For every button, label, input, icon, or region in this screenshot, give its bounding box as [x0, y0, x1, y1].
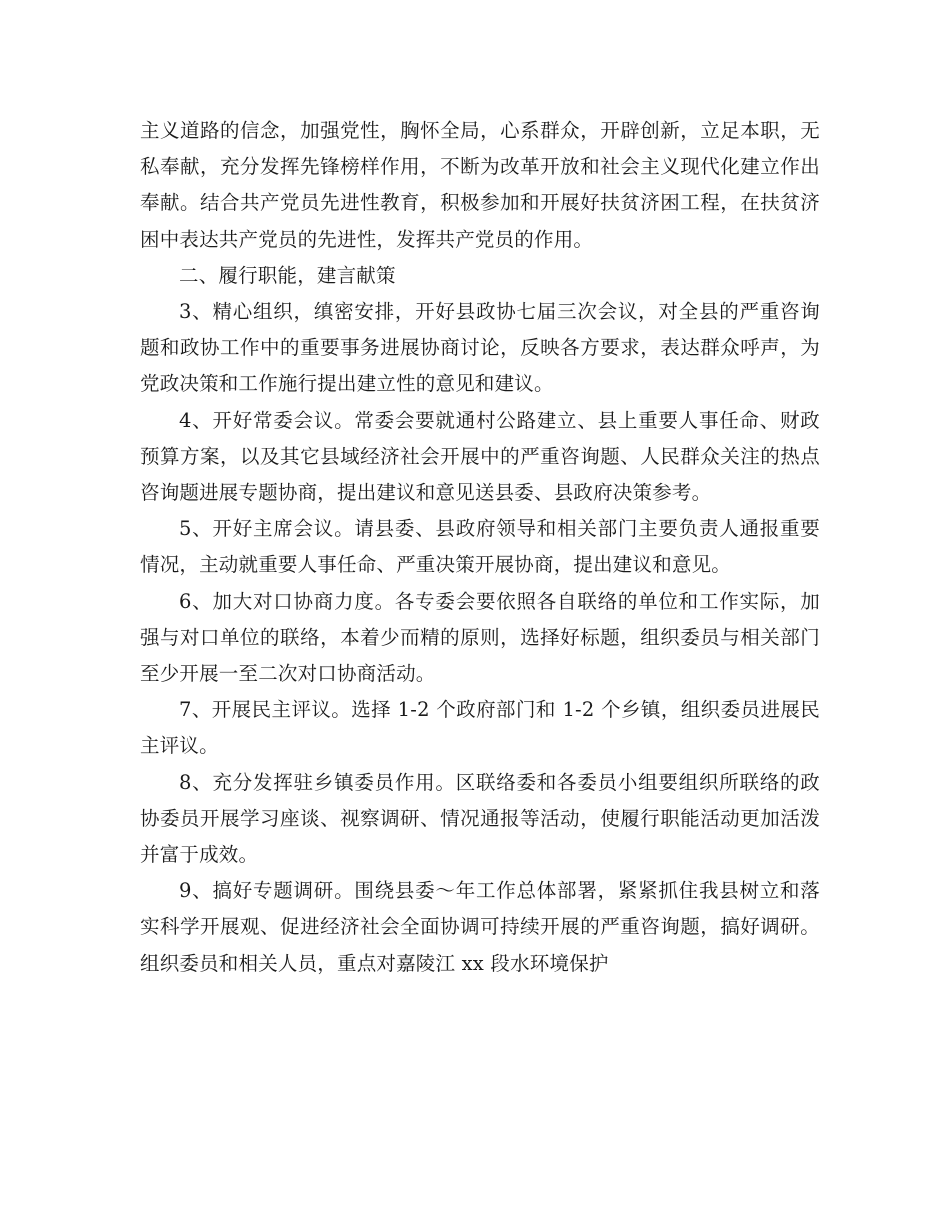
paragraph-item-7: 7、开展民主评议。选择 1-2 个政府部门和 1-2 个乡镇，组织委员进展民主评议。 [140, 698, 820, 758]
paragraph-item-4: 4、开好常委会议。常委会要就通村公路建立、县上重要人事任命、财政预算方案，以及其它县域经济社会开展中的严重咨询题、人民群众关注的热点咨询题进展专题协商，提出建议和意见送县委、县政府决策参考。 [140, 408, 820, 505]
paragraph-item-8: 8、充分发挥驻乡镇委员作用。区联络委和各委员小组要组织所联络的政协委员开展学习座谈、视察调研、情况通报等活动，使履行职能活动更加活泼并富于成效。 [140, 770, 820, 867]
section-heading: 二、履行职能，建言献策 [179, 263, 396, 287]
paragraph-continuation: 主义道路的信念，加强党性，胸怀全局，心系群众，开辟创新，立足本职，无私奉献，充分发挥先锋榜样作用，不断为改革开放和社会主义现代化建立作出奉献。结合共产党员先进性教育，积极参加和开展好扶贫济困工程，在扶贫济困中表达共产党员的先进性，发挥共产党员的作用。 [140, 119, 820, 251]
paragraph-item-9: 9、搞好专题调研。围绕县委～年工作总体部署，紧紧抓住我县树立和落实科学开展观、促进经济社会全面协调可持续开展的严重咨询题，搞好调研。组织委员和相关人员，重点对嘉陵江 xx 段水环境保护 [140, 879, 820, 975]
paragraph-item-6: 6、加大对口协商力度。各专委会要依照各自联络的单位和工作实际，加强与对口单位的联络，本着少而精的原则，选择好标题，组织委员与相关部门至少开展一至二次对口协商活动。 [140, 589, 820, 686]
paragraph-item-3: 3、精心组织，缜密安排，开好县政协七届三次会议，对全县的严重咨询题和政协工作中的重要事务进展协商讨论，反映各方要求，表达群众呼声，为党政决策和工作施行提出建立性的意见和建议。 [140, 300, 820, 396]
document-body [140, 113, 820, 982]
paragraph-item-5: 5、开好主席会议。请县委、县政府领导和相关部门主要负责人通报重要情况，主动就重要人事任命、严重决策开展协商，提出建议和意见。 [140, 517, 820, 577]
